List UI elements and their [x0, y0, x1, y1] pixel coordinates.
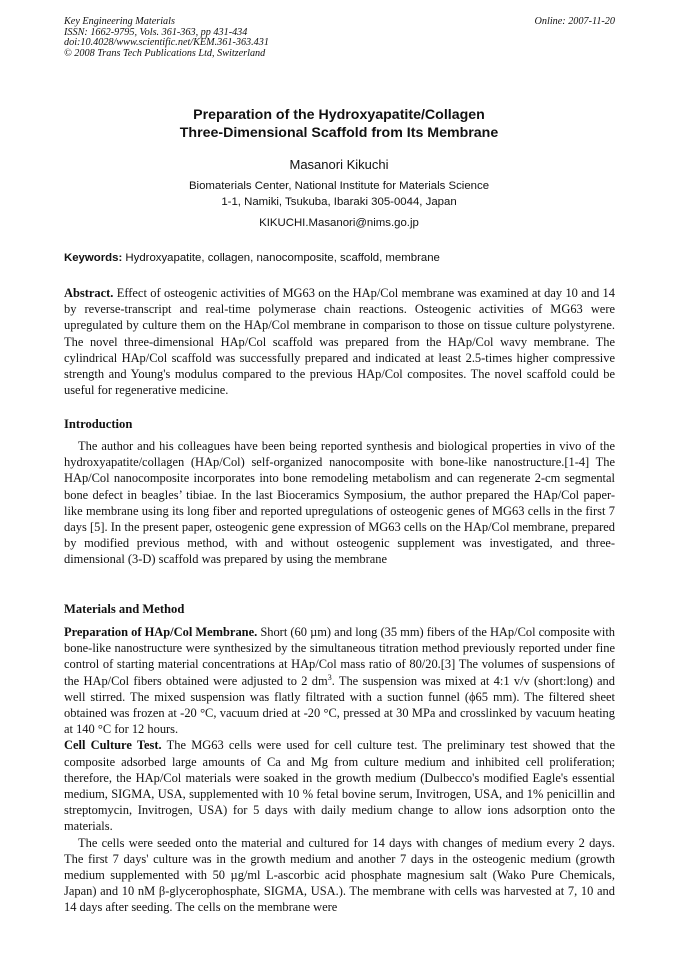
copyright-line: © 2008 Trans Tech Publications Ltd, Switzerland — [64, 47, 266, 59]
prep-superscript: 3 — [327, 672, 332, 682]
abstract — [64, 285, 615, 398]
journal-header — [64, 17, 269, 59]
title-line-1: Preparation of the Hydroxyapatite/Collagen — [193, 107, 485, 123]
keywords-label: Keywords: — [64, 252, 123, 264]
paper-title — [0, 106, 678, 142]
cell-label: Cell Culture Test. — [64, 738, 162, 753]
prep-label: Preparation of HAp/Col Membrane. — [64, 625, 258, 639]
author-name: Masanori Kikuchi — [289, 157, 389, 172]
introduction-heading: Introduction — [64, 417, 133, 431]
methods-body — [64, 624, 615, 916]
keywords-text: Hydroxyapatite, collagen, nanocomposite, scaffold, membrane — [122, 252, 440, 264]
affiliation-line-2: 1-1, Namiki, Tsukuba, Ibaraki 305-0044, Japan — [221, 195, 457, 208]
abstract-label: Abstract. — [64, 286, 114, 300]
author-email: KIKUCHI.Masanori@nims.go.jp — [259, 217, 419, 229]
affiliation — [0, 179, 678, 210]
prep-text-a: Short (60 µm) and long (35 mm) fibers of the HAp/Col composite with bone-like nanostructure were synthesized by the simultaneous titration method previously reported under fine control of starting material concentrations at HAp/Col mass ratio of 80/20.[3] The volumes of suspensions of the HAp/Col fibers obtained were adjusted to 2 dm — [64, 625, 616, 688]
affiliation-line-1: Biomaterials Center, National Institute for Materials Science — [188, 180, 490, 192]
abstract-text: Effect of osteogenic activities of MG63 on the HAp/Col membrane was examined at day 10 and 14 by reverse-transcript and real-time polymerase chain reactions. Osteogenic activities of MG63 were upregulated by culture them on the HAp/Col membrane in comparison to those on tissue culture polystyrene. The novel three-dimensional HAp/Col scaffold was prepared from the HAp/Col wavy membrane. The cylindrical HAp/Col scaffold was successfully prepared and indicated at least 2.5-times higher compressive strength and Young's modulus compared to the previous HAp/Col composites. The novel scaffold could be useful for regenerative medicine. — [64, 286, 615, 398]
prep-paragraph — [64, 624, 615, 737]
introduction-text: The author and his colleagues have been being reported synthesis and biological properties in vivo of the hydroxyapatite/collagen (HAp/Col) self-organized nanocomposite with bone-like nanostructure.[1-4] The HAp/Col nanocomposite incorporates into bone remodeling metabolism and can regenerate 2-cm segmental bone defect in beagles’ tibiae. In the last Bioceramics Symposium, the author prepared the HAp/Col paper-like membrane using its long fiber and reported upregulations of osteogenic genes of MG63 cells in the first 7 days [5]. In the present paper, osteogenic gene expression of MG63 cells on the HAp/Col membrane, prepared by modified previous method, with and without osteogenic supplement was investigated, and three-dimensional (3-D) scaffold was prepared by using the membrane — [64, 439, 615, 567]
methods-heading: Materials and Method — [64, 602, 185, 616]
journal-name: Key Engineering Materials — [64, 16, 175, 27]
cell-paragraph — [64, 737, 615, 834]
keywords — [64, 251, 616, 265]
title-line-2: Three-Dimensional Scaffold from Its Membrane — [179, 125, 499, 141]
cell-text: The MG63 cells were used for cell culture test. The preliminary test showed that the composite adsorbed large amounts of Ca and Mg from culture medium and inhibited cell proliferation; therefore, the HAp/Col materials were soaked in the growth medium (Dulbecco's modified Eagle's essential medium, SIGMA, USA, supplemented with 10 % fetal bovine serum, Invitrogen, USA, and 1% penicillin and streptomycin, Invitrogen, USA) for 5 days with daily medium change to allow ions adsorption onto the materials. — [64, 738, 615, 834]
issn-line: ISSN: 1662-9795, Vols. 361-363, pp 431-434 — [64, 26, 248, 38]
introduction-body — [64, 438, 615, 568]
seed-paragraph: The cells were seeded onto the material and cultured for 14 days with changes of medium every 2 days. The first 7 days' culture was in the growth medium and another 7 days in the osteogenic medium (growth medium supplemented with 50 µg/ml L-ascorbic acid phosphate magnesium salt (Wako Pure Chemicals, Japan) and 10 nM β-glycerophosphate, SIGMA, USA.). The membrane with cells was harvested at 7, 10 and 14 days after seeding. The cells on the membrane were — [64, 835, 615, 915]
online-date: Online: 2007-11-20 — [534, 16, 615, 27]
prep-text-b: . The suspension was mixed at 4:1 v/v (short:long) and well stirred. The mixed suspension was flatly filtrated with a suction funnel (ϕ65 mm). The filtered sheet obtained was frozen at -20 °C, vacuum dried at -20 °C, pressed at 30 MPa and crosslinked by vacuum heating at 140 °C for 12 hours. — [64, 673, 615, 737]
doi-line: doi:10.4028/www.scientific.net/KEM.361-363.431 — [64, 37, 269, 48]
